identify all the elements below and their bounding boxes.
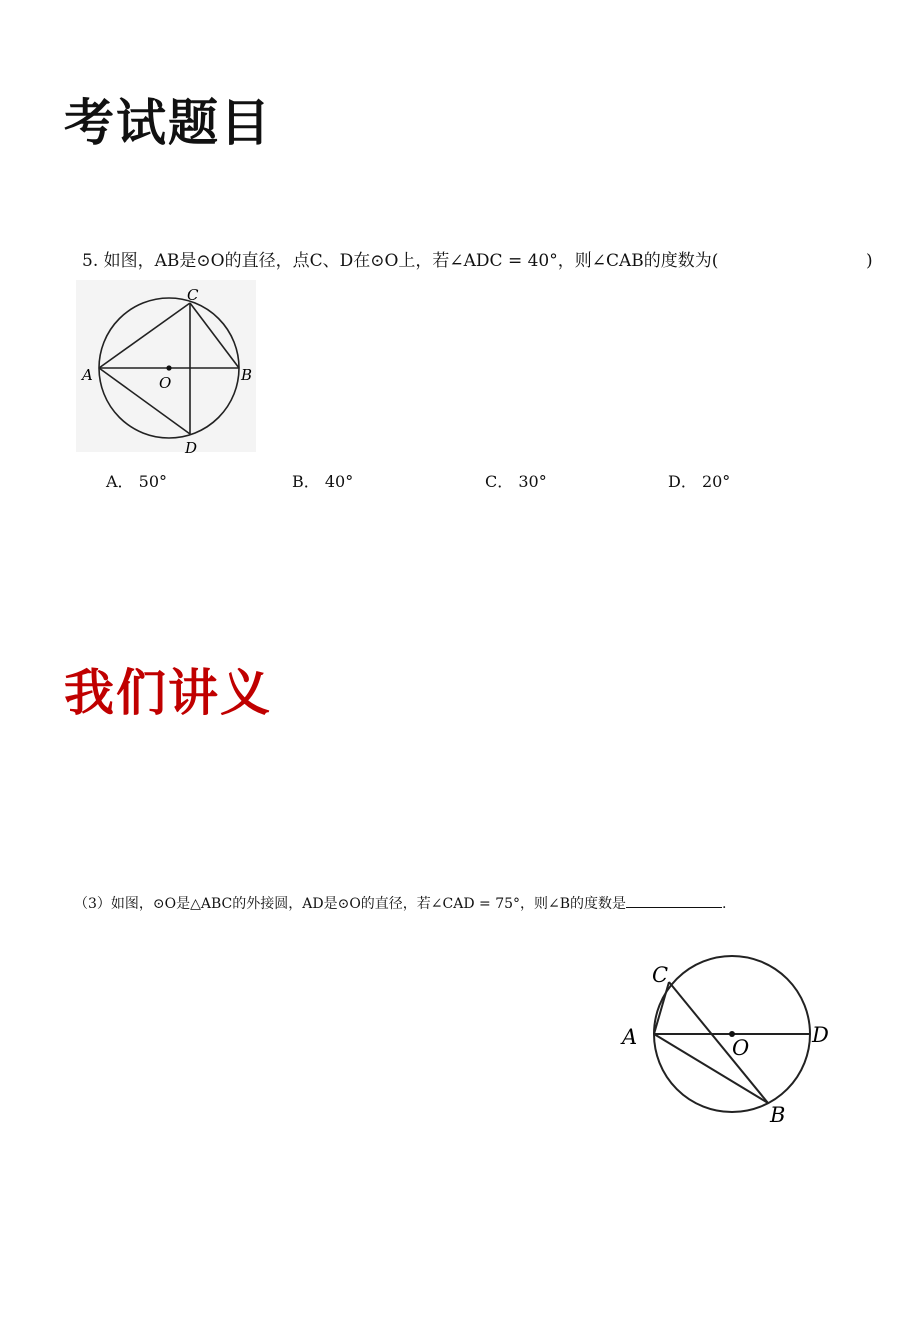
question-3-line [74,895,727,911]
question-3-text: （3）如图，⊙O是△ABC的外接圆，AD是⊙O的直径，若∠CAD = 75°，则∠B的度数是 [74,896,627,912]
option-d-letter: D． [668,472,697,491]
answer-blank[interactable] [626,895,722,908]
label-c: C [187,286,199,304]
option-a[interactable] [106,469,167,492]
label-a: A [622,1025,638,1049]
question-5-figure [76,280,266,464]
exam-section-title: 考试题目 [64,93,272,152]
question-3-figure [612,952,842,1136]
label-o: O [159,374,172,392]
option-d[interactable] [668,469,730,492]
question-5-close-paren: ) [866,251,873,271]
chord-ab [654,1034,768,1103]
label-d: D [812,1023,829,1047]
chord-ac [654,982,669,1034]
center-dot [166,365,171,370]
label-a: A [82,366,93,384]
option-b[interactable] [292,469,353,492]
label-o: O [732,1036,750,1060]
question-5-text: 5. 如图，AB是⊙O的直径，点C、D在⊙O上，若∠ADC = 40°，则∠CAB的度数为( [82,251,719,271]
label-c: C [652,963,669,987]
label-d: D [185,439,198,457]
option-c-letter: C． [485,472,514,491]
option-c-value: 30° [518,472,547,491]
option-a-letter: A． [106,472,134,491]
option-c[interactable] [485,469,547,492]
chord-cb [669,982,768,1103]
question-5-options [0,469,919,493]
option-b-letter: B． [292,472,320,491]
option-a-value: 50° [138,472,168,491]
question-3-end: . [722,896,727,912]
option-b-value: 40° [324,472,354,491]
label-b: B [770,1103,786,1127]
notes-section-title: 我们讲义 [64,663,272,722]
label-b: B [241,366,253,384]
option-d-value: 20° [701,472,731,491]
